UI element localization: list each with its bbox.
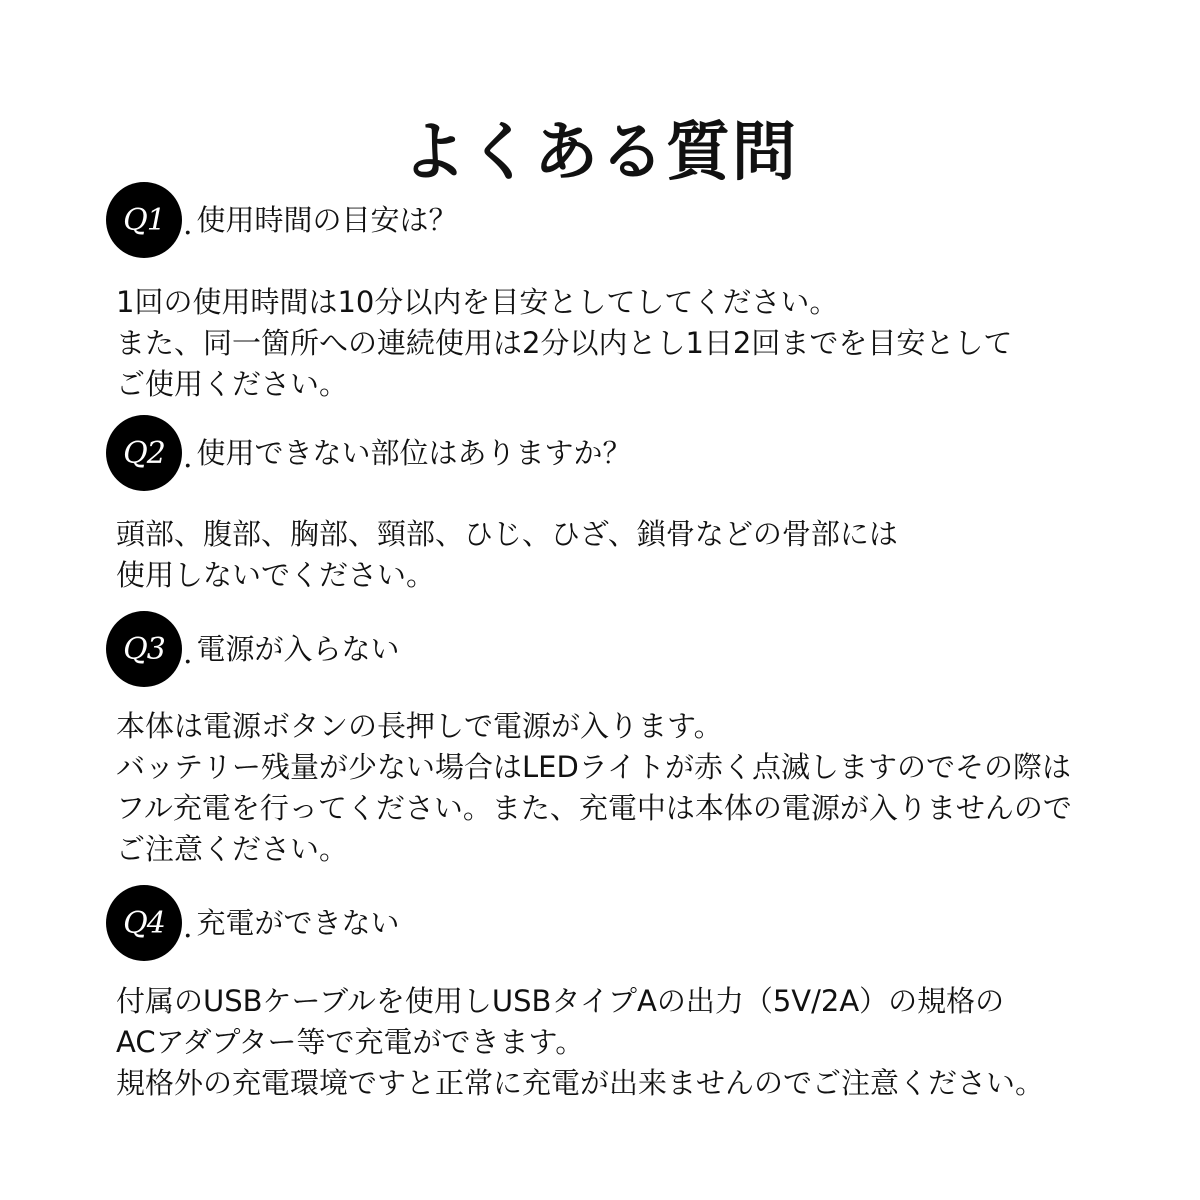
answer-line: 頭部、腹部、胸部、頸部、ひじ、ひざ、鎖骨などの骨部には: [116, 517, 898, 551]
faq-answer-1: [116, 282, 1166, 405]
q3-badge: Q3: [106, 611, 182, 687]
page-title: よくある質問: [402, 115, 798, 190]
q2-dot: .: [183, 440, 193, 475]
answer-line: フル充電を行ってください。また、充電中は本体の電源が入りませんので: [116, 791, 1072, 825]
answer-line: ご注意ください。: [116, 832, 349, 866]
q4-dot: .: [183, 910, 193, 945]
faq-question-2: [106, 415, 632, 491]
answer-line: ACアダプター等で充電ができます。: [116, 1025, 585, 1059]
faq-answer-2: [116, 514, 1166, 596]
faq-answer-4: [116, 981, 1166, 1104]
faq-answer-3: [116, 706, 1166, 870]
answer-line: 本体は電源ボタンの長押しで電源が入ります。: [116, 709, 723, 743]
q2-badge: Q2: [106, 415, 182, 491]
answer-line: 付属のUSBケーブルを使用しUSBタイプAの出力（5V/2A）の規格の: [116, 984, 1005, 1018]
answer-line: また、同一箇所への連続使用は2分以内とし1日2回までを目安として: [116, 326, 1013, 360]
answer-line: ご使用ください。: [116, 367, 349, 401]
q4-text: 充電ができない: [196, 906, 400, 940]
q3-dot: .: [183, 636, 193, 671]
faq-question-4: [106, 885, 400, 961]
q1-badge: Q1: [106, 182, 182, 258]
answer-line: 規格外の充電環境ですと正常に充電が出来ませんのでご注意ください。: [116, 1066, 1045, 1100]
answer-line: 使用しないでください。: [116, 558, 436, 592]
q2-text: 使用できない部位はありますか？: [196, 436, 632, 470]
faq-question-1: [106, 182, 458, 258]
answer-line: 1回の使用時間は10分以内を目安としてしてください。: [116, 285, 839, 319]
q1-dot: .: [183, 207, 193, 242]
q3-text: 電源が入らない: [196, 632, 400, 666]
faq-question-3: [106, 611, 400, 687]
q4-badge: Q4: [106, 885, 182, 961]
q1-text: 使用時間の目安は？: [196, 203, 458, 237]
answer-line: バッテリー残量が少ない場合はLEDライトが赤く点滅しますのでその際は: [116, 750, 1071, 784]
